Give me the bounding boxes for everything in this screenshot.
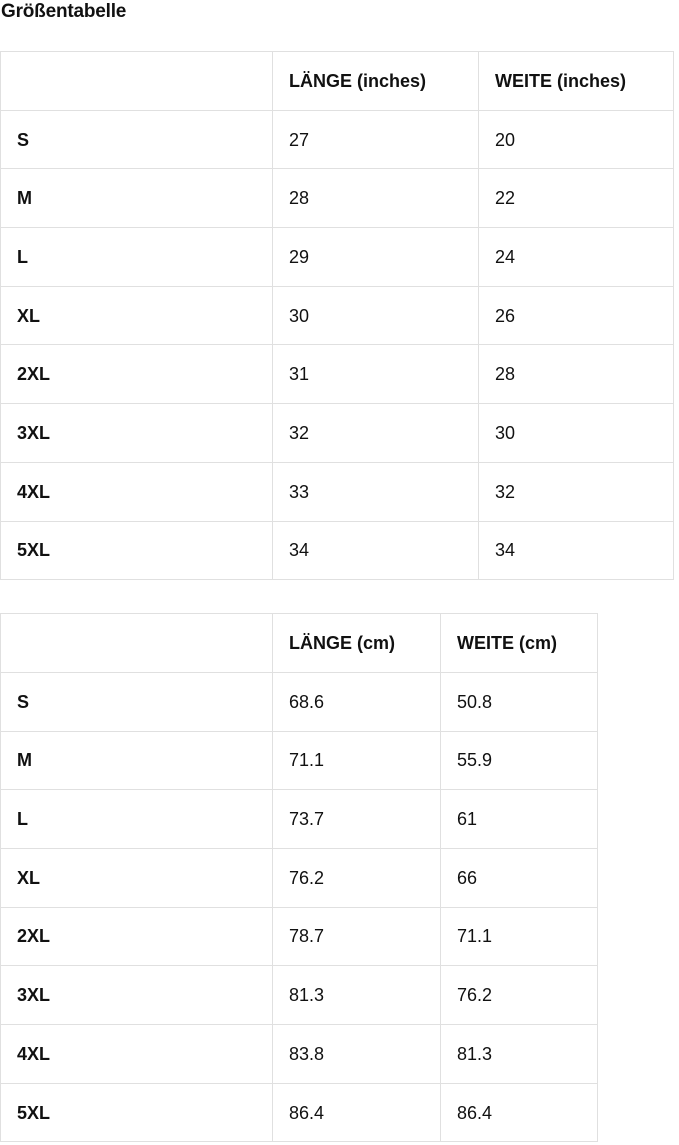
weite-cell: 20 bbox=[479, 110, 674, 169]
header-laenge-inches: LÄNGE (inches) bbox=[273, 52, 479, 111]
weite-cell: 32 bbox=[479, 462, 674, 521]
table-row bbox=[1, 1083, 598, 1142]
table-row bbox=[1, 790, 598, 849]
size-cell: XL bbox=[1, 286, 273, 345]
table-row bbox=[1, 228, 674, 287]
size-cell: M bbox=[1, 169, 273, 228]
table-row bbox=[1, 169, 674, 228]
table-row bbox=[1, 286, 674, 345]
table-row bbox=[1, 1025, 598, 1084]
size-cell: 3XL bbox=[1, 966, 273, 1025]
weite-cell: 61 bbox=[441, 790, 598, 849]
size-cell: 3XL bbox=[1, 404, 273, 463]
weite-cell: 22 bbox=[479, 169, 674, 228]
size-cell: 4XL bbox=[1, 462, 273, 521]
weite-cell: 71.1 bbox=[441, 907, 598, 966]
table-row bbox=[1, 848, 598, 907]
laenge-cell: 32 bbox=[273, 404, 479, 463]
weite-cell: 34 bbox=[479, 521, 674, 580]
laenge-cell: 86.4 bbox=[273, 1083, 441, 1142]
weite-cell: 66 bbox=[441, 848, 598, 907]
laenge-cell: 73.7 bbox=[273, 790, 441, 849]
header-size-blank bbox=[1, 614, 273, 673]
laenge-cell: 78.7 bbox=[273, 907, 441, 966]
laenge-cell: 33 bbox=[273, 462, 479, 521]
table-row bbox=[1, 462, 674, 521]
size-cell: 4XL bbox=[1, 1025, 273, 1084]
size-cell: 2XL bbox=[1, 907, 273, 966]
weite-cell: 55.9 bbox=[441, 731, 598, 790]
size-cell: M bbox=[1, 731, 273, 790]
size-cell: L bbox=[1, 790, 273, 849]
header-weite-cm: WEITE (cm) bbox=[441, 614, 598, 673]
laenge-cell: 28 bbox=[273, 169, 479, 228]
table-row bbox=[1, 345, 674, 404]
table-row bbox=[1, 731, 598, 790]
weite-cell: 26 bbox=[479, 286, 674, 345]
size-cell: 5XL bbox=[1, 1083, 273, 1142]
table-row bbox=[1, 672, 598, 731]
weite-cell: 81.3 bbox=[441, 1025, 598, 1084]
laenge-cell: 29 bbox=[273, 228, 479, 287]
size-cell: S bbox=[1, 110, 273, 169]
table-row bbox=[1, 110, 674, 169]
laenge-cell: 83.8 bbox=[273, 1025, 441, 1084]
laenge-cell: 34 bbox=[273, 521, 479, 580]
size-table-inches bbox=[0, 51, 674, 580]
size-cell: S bbox=[1, 672, 273, 731]
weite-cell: 24 bbox=[479, 228, 674, 287]
laenge-cell: 27 bbox=[273, 110, 479, 169]
page-title: Größentabelle bbox=[1, 1, 127, 22]
laenge-cell: 68.6 bbox=[273, 672, 441, 731]
laenge-cell: 30 bbox=[273, 286, 479, 345]
size-cell: L bbox=[1, 228, 273, 287]
laenge-cell: 71.1 bbox=[273, 731, 441, 790]
table-row bbox=[1, 404, 674, 463]
weite-cell: 86.4 bbox=[441, 1083, 598, 1142]
size-table-cm bbox=[0, 613, 598, 1142]
size-cell: 5XL bbox=[1, 521, 273, 580]
header-weite-inches: WEITE (inches) bbox=[479, 52, 674, 111]
table-header-row bbox=[1, 614, 598, 673]
size-cell: 2XL bbox=[1, 345, 273, 404]
size-cell: XL bbox=[1, 848, 273, 907]
table-header-row bbox=[1, 52, 674, 111]
table-row bbox=[1, 966, 598, 1025]
table-row bbox=[1, 521, 674, 580]
header-laenge-cm: LÄNGE (cm) bbox=[273, 614, 441, 673]
header-size-blank bbox=[1, 52, 273, 111]
weite-cell: 30 bbox=[479, 404, 674, 463]
table-row bbox=[1, 907, 598, 966]
laenge-cell: 76.2 bbox=[273, 848, 441, 907]
weite-cell: 28 bbox=[479, 345, 674, 404]
weite-cell: 76.2 bbox=[441, 966, 598, 1025]
weite-cell: 50.8 bbox=[441, 672, 598, 731]
laenge-cell: 31 bbox=[273, 345, 479, 404]
laenge-cell: 81.3 bbox=[273, 966, 441, 1025]
